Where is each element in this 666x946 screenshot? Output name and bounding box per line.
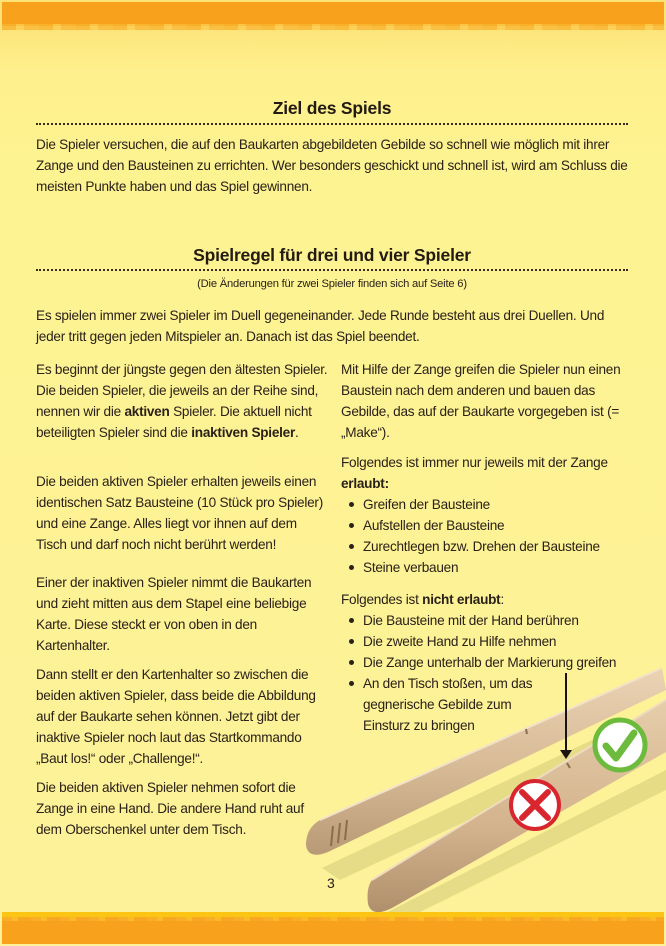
text: : [500, 592, 504, 607]
list-item: Die zweite Hand zu Hilfe nehmen [343, 631, 653, 652]
list-item: Steine verbauen [343, 557, 643, 578]
left-paragraph-4: Dann stellt er den Kartenhalter so zwischen die beiden aktiven Spieler, dass beide die Abbildung auf der Baukarte sehen können. Jetzt gibt der inaktive Spieler noch laut das Startkommando „Baut los!“ oder „Challenge!“. [36, 667, 316, 766]
list-item: Aufstellen der Bausteine [343, 515, 643, 536]
list-item: Greifen der Bausteine [343, 494, 643, 515]
rules-intro: Es spielen immer zwei Spieler im Duell gegeneinander. Jede Runde besteht aus drei Duellen. Und jeder tritt gegen jeden Mitspieler an. Danach ist das Spiel beendet. [36, 308, 605, 344]
right-paragraph-1: Mit Hilfe der Zange greifen die Spieler nun einen Baustein nach dem anderen und bauen das Gebilde, das auf der Baukarte vorgegeben ist (= „Make“). [341, 362, 621, 440]
goal-text: Die Spieler versuchen, die auf den Baukarten abgebildeten Gebilde so schnell wie möglich mit ihrer Zange und den Bausteinen zu errichten. Wer besonders geschickt und schnell ist, wird am Schluss die meisten Punkte haben und das Spiel gewinnen. [36, 137, 628, 194]
left-paragraph-2: Die beiden aktiven Spieler erhalten jeweils einen identischen Satz Bausteine (10 Stück pro Spieler) und eine Zange. Alles liegt vor ihnen auf dem Tisch und darf noch nicht berührt werden! [36, 474, 323, 552]
bold-term-nicht-erlaubt: nicht erlaubt [422, 592, 501, 607]
checkmark-icon [595, 720, 645, 770]
bold-term-erlaubt: erlaubt: [341, 476, 389, 491]
goal-section-title: Ziel des Spiels [272, 98, 392, 118]
text: Spieler. Die aktuell nicht beteiligten Spieler sind die [36, 404, 312, 440]
list-item: Zurechtlegen bzw. Drehen der Bausteine [343, 536, 643, 557]
list-item: An den Tisch stoßen, um das gegnerische Gebilde zum Einsturz zu bringen [343, 673, 553, 736]
cross-icon [511, 781, 559, 829]
text: Folgendes ist immer nur jeweils mit der Zange [341, 455, 608, 470]
left-paragraph-3: Einer der inaktiven Spieler nimmt die Baukarten und zieht mitten aus dem Stapel eine beliebige Karte. Diese steckt er von oben in den Kartenhalter. [36, 575, 312, 653]
bottom-orange-band [2, 920, 664, 944]
list-item: Die Zange unterhalb der Markierung greifen [343, 652, 653, 673]
text: Es beginnt der jüngste gegen den ältesten Spieler. Die beiden Spieler, die jeweils an der Reihe sind, nennen wir die [36, 362, 328, 419]
list-item: Die Bausteine mit der Hand berühren [343, 610, 653, 631]
bold-term-aktiven: aktiven [124, 404, 170, 419]
two-player-note: (Die Änderungen für zwei Spieler finden sich auf Seite 6) [197, 278, 467, 290]
page-number: 3 [327, 875, 335, 891]
rules-section-title: Spielregel für drei und vier Spieler [193, 245, 471, 265]
left-paragraph-5: Die beiden aktiven Spieler nehmen sofort die Zange in eine Hand. Die andere Hand ruht auf dem Oberschenkel unter dem Tisch. [36, 780, 304, 837]
bold-term-inaktiven: inaktiven Spieler [191, 425, 296, 440]
text: . [295, 425, 299, 440]
text: Folgendes ist [341, 592, 423, 607]
